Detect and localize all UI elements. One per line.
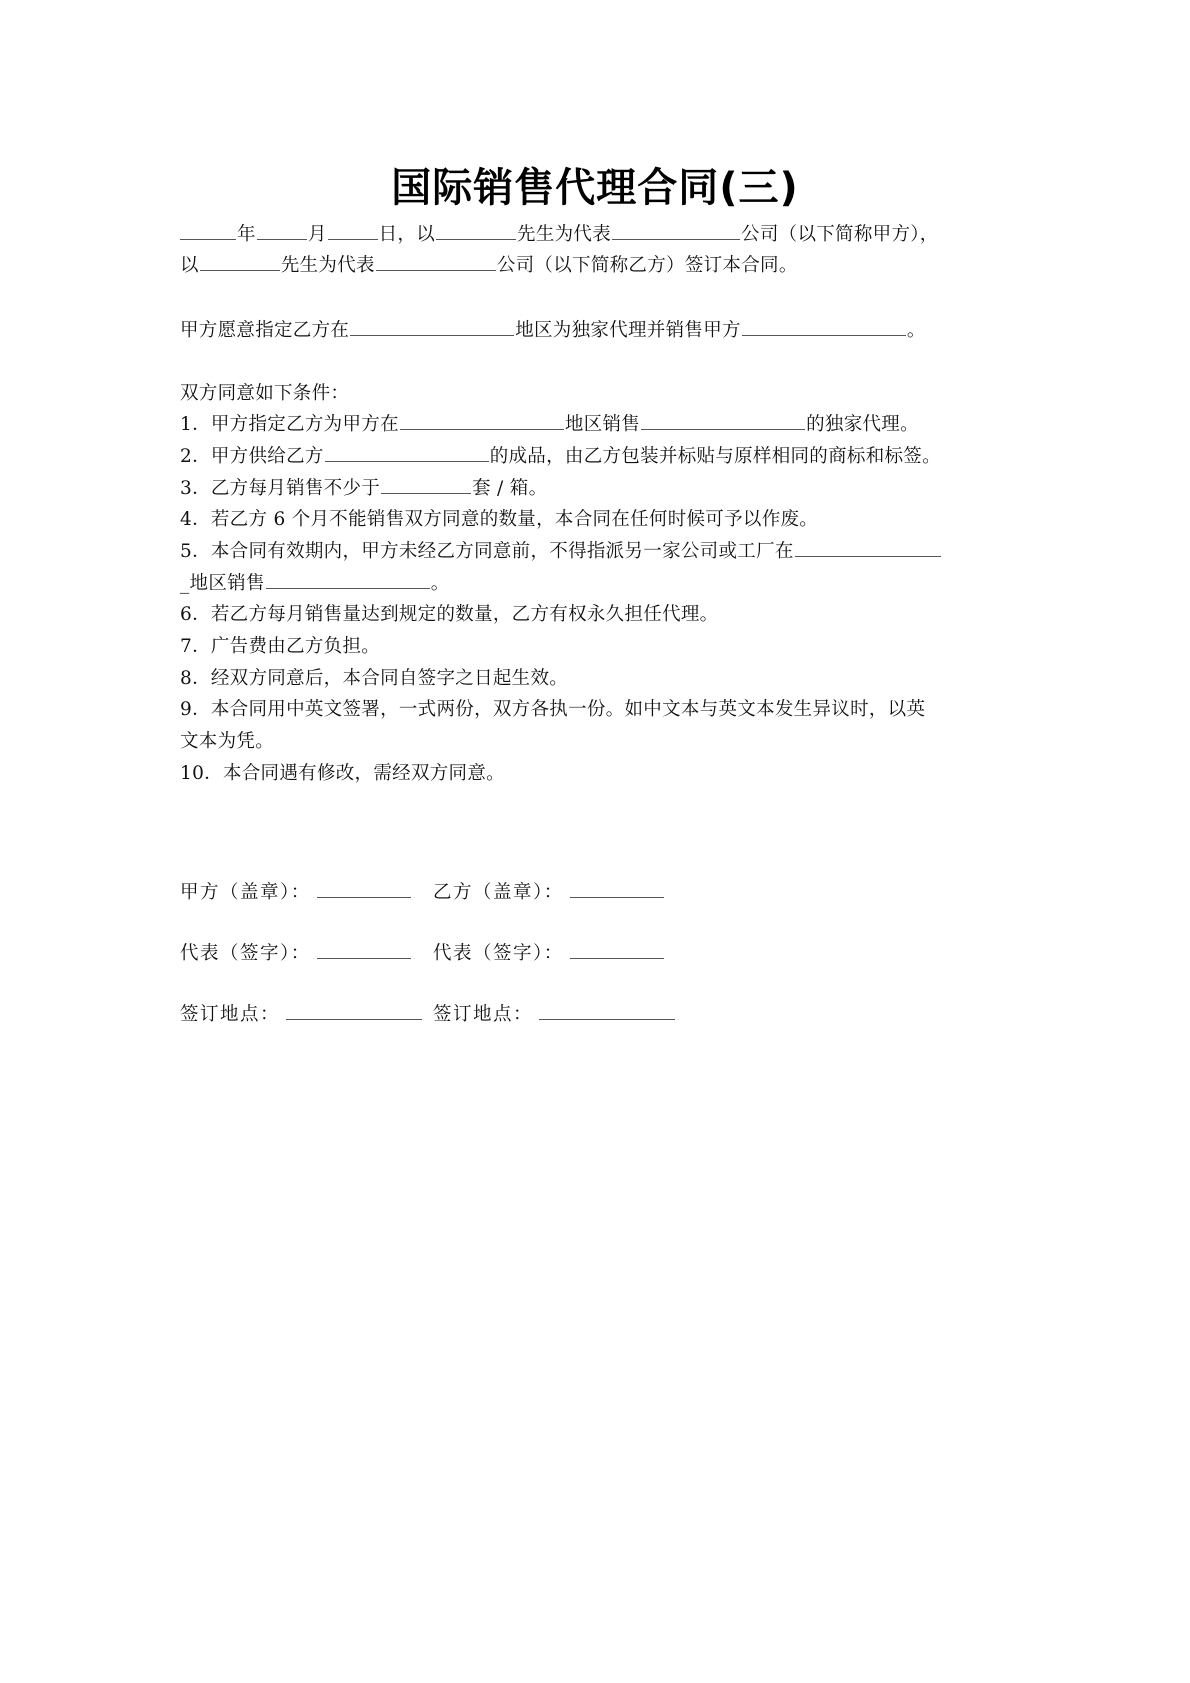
clause-text: _地区销售 [180, 573, 265, 594]
appointment-paragraph [180, 317, 1020, 345]
party-a-seal-field [180, 879, 411, 907]
clause-number: 2． [180, 446, 211, 467]
clause-5 [180, 538, 1020, 566]
clause-3 [180, 475, 1020, 503]
intro-line-1 [180, 221, 1020, 249]
place-a-field [180, 1001, 422, 1029]
conditions-heading: 双方同意如下条件： [180, 383, 350, 404]
clause-7 [180, 633, 1020, 661]
party-a-rep-blank[interactable] [436, 221, 516, 240]
party-b-seal-label: 乙方（盖章）： [433, 882, 564, 903]
party-a-seal-blank[interactable] [317, 879, 411, 898]
party-b-seal-field [433, 879, 664, 907]
clause-1-region-blank[interactable] [400, 411, 564, 430]
day-blank[interactable] [328, 221, 378, 240]
clause-text: 的独家代理。 [806, 414, 919, 435]
clause-text: 若乙方 6 个月不能销售双方同意的数量，本合同在任何时候可予以作废。 [210, 509, 819, 530]
clause-number: 3． [180, 478, 211, 499]
clause-number: 1． [180, 414, 211, 435]
rep-label: 先生为代表 [280, 255, 375, 276]
clause-text: 的成品，由乙方包装并标贴与原样相同的商标和标签。 [489, 446, 941, 467]
document-title: 国际销售代理合同(三) [391, 165, 799, 211]
clause-text: 经双方同意后，本合同自签字之日起生效。 [210, 668, 569, 689]
clause-text: 套 / 箱。 [472, 478, 548, 499]
clause-text: 。 [430, 573, 450, 594]
rep-a-sign-field [180, 940, 411, 968]
party-b-seal-blank[interactable] [570, 879, 664, 898]
place-b-field [433, 1001, 675, 1029]
appointment-text-2: 地区为独家代理并销售甲方 [515, 320, 741, 341]
clause-1-product-blank[interactable] [641, 411, 805, 430]
party-b-company-blank[interactable] [376, 252, 496, 271]
clause-text: 本合同遇有修改，需经双方同意。 [222, 763, 505, 784]
clause-9-continuation: 文本为凭。 [180, 731, 275, 752]
place-b-blank[interactable] [539, 1001, 675, 1020]
party-b-definition: 公司（以下简称乙方）签订本合同。 [496, 255, 798, 276]
rep-b-sign-blank[interactable] [570, 940, 664, 959]
clause-8 [180, 665, 1020, 693]
party-a-definition: 公司（以下简称甲方）， [741, 224, 939, 245]
clause-number: 4． [180, 509, 211, 530]
place-b-label: 签订地点： [433, 1004, 534, 1025]
clause-number: 5． [180, 541, 211, 562]
region-blank[interactable] [350, 317, 514, 336]
rep-b-sign-field [433, 940, 664, 968]
clause-number: 10． [180, 763, 223, 784]
appointment-text-1: 甲方愿意指定乙方在 [180, 320, 350, 341]
clause-text: 甲方指定乙方为甲方在 [210, 414, 399, 435]
rep-label: 先生为代表 [517, 224, 612, 245]
clause-text: 乙方每月销售不少于 [210, 478, 381, 499]
rep-a-sign-label: 代表（签字）： [180, 943, 311, 964]
clause-5-region-blank[interactable] [795, 538, 941, 557]
appointment-text-3: 。 [906, 320, 926, 341]
clause-2 [180, 443, 1020, 471]
party-a-seal-label: 甲方（盖章）： [180, 882, 311, 903]
clause-9 [180, 696, 1020, 724]
clause-number: 6． [180, 604, 211, 625]
clause-text: 本合同有效期内，甲方未经乙方同意前，不得指派另一家公司或工厂在 [210, 541, 794, 562]
rep-a-sign-blank[interactable] [317, 940, 411, 959]
party-a-company-blank[interactable] [612, 221, 740, 240]
product-blank[interactable] [742, 317, 906, 336]
clause-text: 广告费由乙方负担。 [210, 636, 381, 657]
month-blank[interactable] [257, 221, 307, 240]
rep-b-sign-label: 代表（签字）： [433, 943, 564, 964]
clause-number: 8． [180, 668, 211, 689]
place-a-label: 签订地点： [180, 1004, 281, 1025]
clause-text: 本合同用中英文签署，一式两份，双方各执一份。如中文本与英文本发生异议时，以英 [210, 699, 926, 720]
clause-3-quantity-blank[interactable] [381, 475, 471, 494]
clause-5-continuation [180, 570, 1020, 598]
year-blank[interactable] [180, 221, 236, 240]
year-label: 年 [237, 224, 256, 245]
intro-line-2 [180, 252, 1020, 280]
clause-number: 7． [180, 636, 211, 657]
place-a-blank[interactable] [286, 1001, 422, 1020]
month-label: 月 [307, 224, 327, 245]
clause-text: 甲方供给乙方 [210, 446, 324, 467]
clause-text: 地区销售 [564, 414, 641, 435]
clause-text: 若乙方每月销售量达到规定的数量，乙方有权永久担任代理。 [210, 604, 719, 625]
clause-5-product-blank[interactable] [266, 570, 430, 589]
with-label: 以 [180, 255, 199, 276]
clause-4 [180, 506, 1020, 534]
clause-6 [180, 601, 1020, 629]
clause-2-product-blank[interactable] [325, 443, 489, 462]
clause-10 [180, 760, 1020, 788]
clause-number: 9． [180, 699, 211, 720]
clause-1 [180, 411, 1020, 439]
day-label: 日，以 [378, 224, 436, 245]
party-b-rep-blank[interactable] [200, 252, 280, 271]
